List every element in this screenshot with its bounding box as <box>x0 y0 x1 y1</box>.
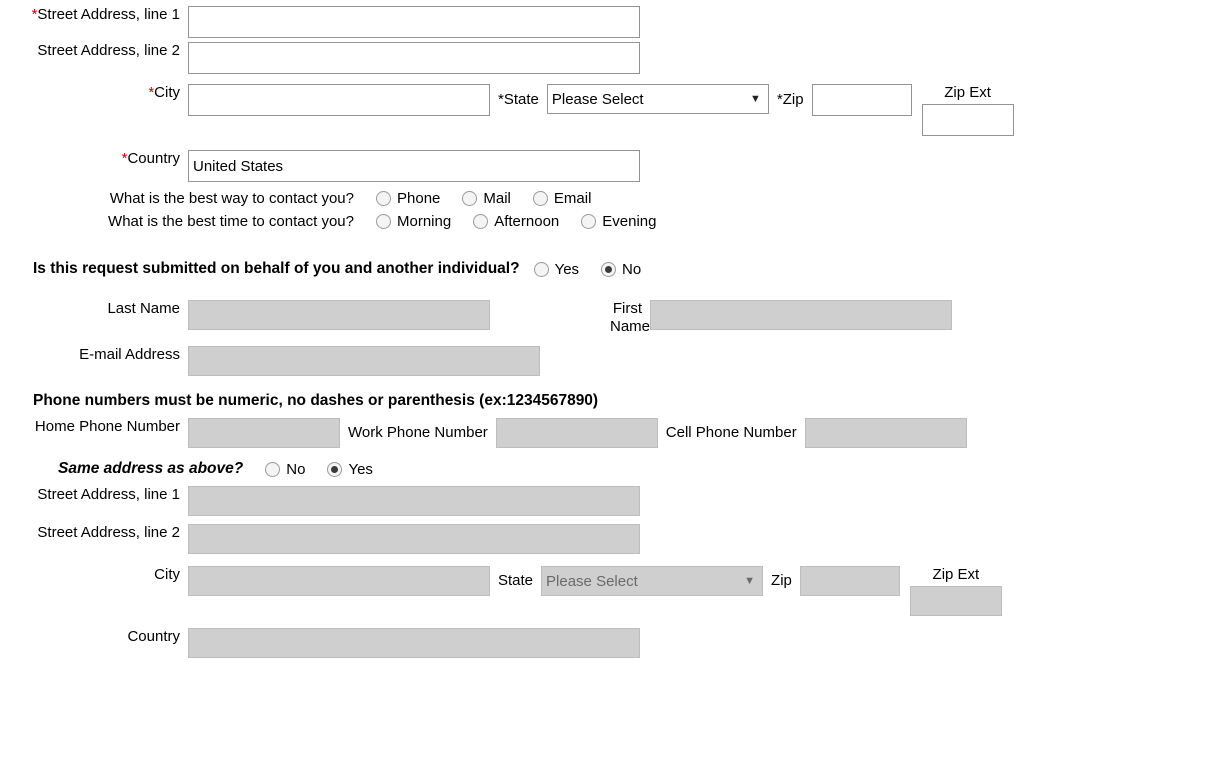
same-address-option-yes-label: Yes <box>348 460 373 478</box>
required-marker-icon: * <box>31 6 38 23</box>
secondary-names-row <box>0 300 1209 336</box>
primary-zip-input[interactable] <box>812 84 912 116</box>
secondary-city-state-zip-row <box>0 566 1209 616</box>
primary-state-select-wrap <box>547 84 769 114</box>
radio-afternoon-icon[interactable] <box>473 214 488 229</box>
secondary-state-label: State <box>498 572 534 589</box>
primary-city-label <box>0 84 188 102</box>
radio-behalf-yes-icon[interactable] <box>534 262 549 277</box>
best-way-option-phone-label: Phone <box>397 190 441 207</box>
best-time-contact-row <box>0 213 1209 230</box>
primary-zipext-input[interactable] <box>922 104 1014 136</box>
behalf-question: Is this request submitted on behalf of you and another individual? <box>33 260 520 277</box>
secondary-email-row <box>0 346 1209 376</box>
secondary-street1-input[interactable] <box>188 486 640 516</box>
secondary-street1-label: Street Address, line 1 <box>37 486 180 503</box>
primary-state-label <box>490 84 547 116</box>
primary-zipext-group <box>922 84 1014 136</box>
secondary-zip-label: Zip <box>771 572 792 589</box>
radio-morning-icon[interactable] <box>376 214 391 229</box>
primary-state-label-text: State <box>503 91 539 108</box>
secondary-zipext-input[interactable] <box>910 586 1002 616</box>
behalf-row <box>0 260 1209 278</box>
secondary-street2-input[interactable] <box>188 524 640 554</box>
secondary-zip-input[interactable] <box>800 566 900 596</box>
required-marker-icon: * <box>148 84 155 101</box>
behalf-option-yes[interactable] <box>534 261 579 278</box>
best-time-option-morning-label: Morning <box>397 213 452 230</box>
primary-zip-label <box>769 84 812 116</box>
secondary-email-label: E-mail Address <box>79 346 180 363</box>
best-way-option-email[interactable] <box>533 190 592 207</box>
primary-street2-label <box>0 42 188 60</box>
secondary-workphone-label: Work Phone Number <box>348 424 488 441</box>
required-marker-icon: * <box>121 150 128 167</box>
behalf-option-no[interactable] <box>601 261 641 278</box>
primary-country-label-text: Country <box>127 150 180 167</box>
best-time-option-morning[interactable] <box>376 213 451 230</box>
primary-street1-row <box>0 6 1209 38</box>
primary-country-row <box>0 150 1209 182</box>
primary-city-label-text: City <box>154 84 180 101</box>
required-marker-icon: * <box>498 91 504 108</box>
secondary-country-row <box>0 628 1209 658</box>
secondary-state-select-wrap <box>541 566 763 596</box>
best-time-option-afternoon[interactable] <box>473 213 559 230</box>
secondary-firstname-label-text: First Name <box>610 300 651 335</box>
best-way-option-mail-label: Mail <box>483 190 511 207</box>
radio-email-icon[interactable] <box>533 191 548 206</box>
secondary-homephone-label: Home Phone Number <box>34 418 180 435</box>
behalf-option-yes-label: Yes <box>554 260 580 278</box>
phone-format-note: Phone numbers must be numeric, no dashes or parenthesis (ex:1234567890) <box>33 392 599 409</box>
behalf-option-no-label: No <box>622 260 642 278</box>
secondary-lastname-label: Last Name <box>107 300 180 317</box>
best-time-option-evening-label: Evening <box>602 213 657 230</box>
radio-evening-icon[interactable] <box>581 214 596 229</box>
secondary-country-label: Country <box>127 628 180 645</box>
secondary-cellphone-label: Cell Phone Number <box>665 424 797 441</box>
secondary-firstname-label <box>490 300 650 336</box>
primary-city-state-zip-row <box>0 84 1209 136</box>
secondary-lastname-input[interactable] <box>188 300 490 330</box>
same-address-option-no[interactable] <box>265 461 305 478</box>
same-address-row <box>0 460 1209 478</box>
radio-mail-icon[interactable] <box>462 191 477 206</box>
secondary-firstname-input[interactable] <box>650 300 952 330</box>
secondary-street2-label: Street Address, line 2 <box>37 524 180 541</box>
secondary-city-input[interactable] <box>188 566 490 596</box>
same-address-question: Same address as above? <box>58 460 244 477</box>
secondary-state-select[interactable] <box>541 566 763 596</box>
primary-street1-label-text: Street Address, line 1 <box>37 6 180 23</box>
primary-state-select[interactable] <box>547 84 769 114</box>
secondary-country-input[interactable] <box>188 628 640 658</box>
primary-street2-row <box>0 42 1209 74</box>
primary-street2-input[interactable] <box>188 42 640 74</box>
secondary-homephone-input[interactable] <box>188 418 340 448</box>
radio-phone-icon[interactable] <box>376 191 391 206</box>
radio-same-address-yes-icon[interactable] <box>327 462 342 477</box>
secondary-city-label: City <box>154 566 180 583</box>
best-time-option-evening[interactable] <box>581 213 656 230</box>
chevron-down-icon: ▼ <box>749 93 761 105</box>
radio-behalf-no-icon[interactable] <box>601 262 616 277</box>
best-time-option-afternoon-label: Afternoon <box>494 213 560 230</box>
secondary-street2-row <box>0 524 1209 554</box>
same-address-option-yes[interactable] <box>327 461 372 478</box>
secondary-street1-row <box>0 486 1209 516</box>
secondary-email-input[interactable] <box>188 346 540 376</box>
best-way-option-email-label: Email <box>553 190 592 207</box>
best-way-option-phone[interactable] <box>376 190 440 207</box>
best-way-option-mail[interactable] <box>462 190 511 207</box>
secondary-workphone-input[interactable] <box>496 418 658 448</box>
secondary-zipext-label: Zip Ext <box>932 566 980 583</box>
primary-zip-label-text: Zip <box>782 91 804 108</box>
primary-street2-label-text: Street Address, line 2 <box>37 42 180 59</box>
secondary-zipext-group <box>910 566 1002 616</box>
required-marker-icon: * <box>776 91 783 108</box>
primary-country-input[interactable] <box>188 150 640 182</box>
best-way-contact-question: What is the best way to contact you? <box>109 190 354 207</box>
primary-street1-label <box>0 6 188 24</box>
primary-zipext-label: Zip Ext <box>944 84 991 101</box>
primary-city-input[interactable] <box>188 84 490 116</box>
chevron-down-icon: ▼ <box>744 575 756 587</box>
radio-same-address-no-icon[interactable] <box>265 462 280 477</box>
best-way-contact-row <box>0 190 1209 207</box>
primary-street1-input[interactable] <box>188 6 640 38</box>
best-time-contact-question: What is the best time to contact you? <box>108 213 354 230</box>
primary-country-label <box>0 150 188 168</box>
same-address-option-no-label: No <box>286 460 306 478</box>
secondary-phones-row <box>0 418 1209 448</box>
secondary-cellphone-input[interactable] <box>805 418 967 448</box>
